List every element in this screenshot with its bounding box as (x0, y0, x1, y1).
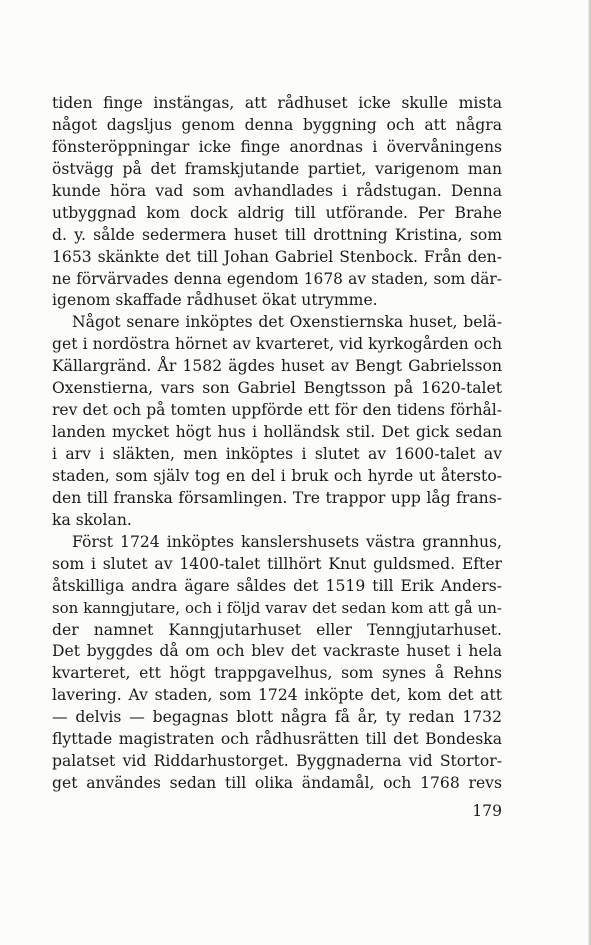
text-line: palatset vid Riddarhustorget. Byggnaderna vid Stortor- (52, 752, 502, 771)
text-line: get i nordöstra hörnet av kvarteret, vid kyrkogården och (52, 335, 502, 354)
text-line: ne förvärvades denna egendom 1678 av staden, som där- (52, 269, 502, 288)
text-line: i arv i släkten, men inköptes i slutet av 1600-talet av (52, 445, 502, 463)
text-line: staden, som själv tog en del i bruk och hyrde ut återsto- (52, 466, 502, 485)
text-line: der namnet Kanngjutarhuset eller Tenngjutarhuset. (52, 620, 502, 639)
text-line: flyttade magistraten och rådhusrätten till det Bondeska (52, 730, 502, 749)
text-line: Oxenstierna, vars son Gabriel Bengtsson på 1620-talet (52, 379, 502, 398)
text-line: kunde höra vad som avhandlades i rådstugan. Denna (52, 181, 502, 200)
text-line: den till franska församlingen. Tre trappor upp låg frans- (52, 488, 502, 507)
text-line: tiden finge instängas, att rådhuset icke skulle mista (52, 94, 502, 112)
text-line: åtskilliga andra ägare såldes det 1519 till Erik Anders- (52, 576, 502, 595)
text-line: som i slutet av 1400-talet tillhört Knut guldsmed. Efter (52, 554, 502, 573)
text-line: Det byggdes då om och blev det vackraste huset i hela (52, 642, 502, 661)
text-line: kvarteret, ett högt trappgavelhus, som synes å Rehns (52, 664, 502, 683)
text-line: landen mycket högt hus i holländsk stil. Det gick sedan (52, 423, 502, 442)
text-line: utbyggnad kom dock aldrig till utförande. Per Brahe (52, 203, 502, 222)
text-line: Källargränd. År 1582 ägdes huset av Bengt Gabrielsson (52, 357, 502, 376)
text-line: något dagsljus genom denna byggning och att några (52, 115, 502, 134)
text-line: ka skolan. (52, 510, 132, 529)
text-line: Något senare inköptes det Oxenstiernska huset, belä- (72, 313, 502, 332)
text-line: igenom skaffade rådhuset ökat utrymme. (52, 291, 378, 310)
page-number: 179 (472, 802, 502, 820)
text-line: — delvis — begagnas blott några få år, ty redan 1732 (52, 708, 502, 727)
text-line: get användes sedan till olika ändamål, och 1768 revs (52, 774, 502, 793)
text-line: Först 1724 inköptes kanslershusets västra grannhus, (72, 532, 502, 551)
text-line: rev det och på tomten uppförde ett för den tidens förhål- (52, 401, 502, 420)
text-line: östvägg på det framskjutande partiet, varigenom man (52, 159, 502, 178)
text-line: lavering. Av staden, som 1724 inköpte det, kom det att (52, 686, 502, 705)
body-text (52, 93, 502, 795)
text-line: son kanngjutare, och i följd varav det sedan kom att gå un- (52, 598, 502, 617)
text-line: fönsteröppningar icke finge anordnas i övervåningens (52, 137, 502, 156)
text-line: d. y. sålde sedermera huset till drottning Kristina, som (52, 225, 502, 244)
text-line: 1653 skänkte det till Johan Gabriel Stenbock. Från den- (52, 247, 502, 266)
